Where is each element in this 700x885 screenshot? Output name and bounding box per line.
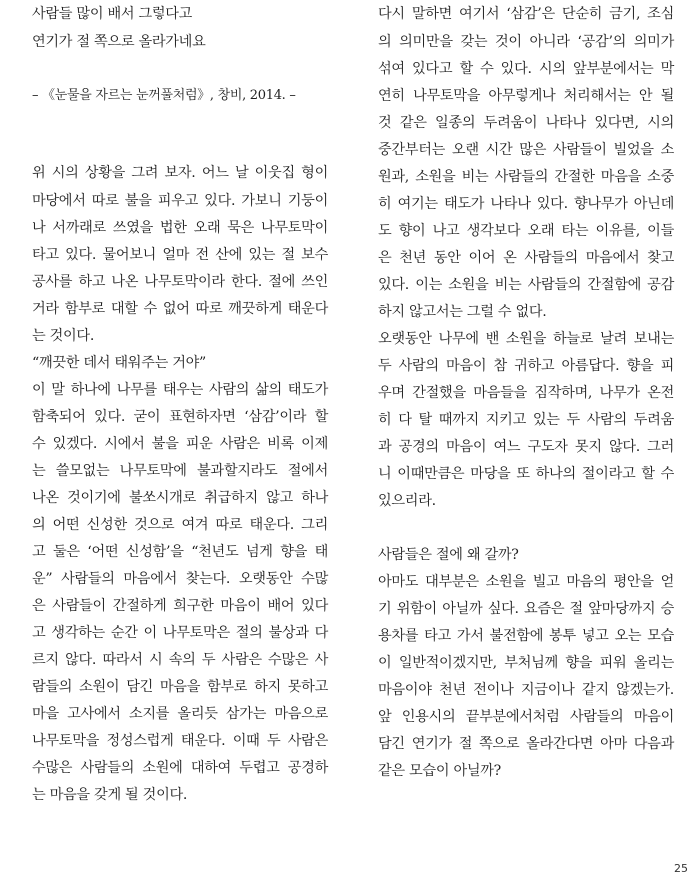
body-line: 고 둘은 ‘어떤 신성함’을 “천년도 넘게 향을 태 xyxy=(32,544,328,560)
body-line: 마을 고사에서 소지를 올리듯 삼가는 마음으로 xyxy=(32,706,328,722)
body-line: 는 쓸모없는 나무토막에 불과할지라도 절에서 xyxy=(32,463,328,479)
body-line: 오랫동안 나무에 밴 소원을 하늘로 날려 보내는 xyxy=(378,331,674,347)
body-line: 하지 않고서는 그럴 수 없다. xyxy=(378,304,547,320)
body-line: 앞 인용시의 끝부분에서처럼 사람들의 마음이 xyxy=(378,709,674,725)
body-line: 같은 모습이 아닐까? xyxy=(378,763,501,779)
body-line: 위 시의 상황을 그려 보자. 어느 날 이웃집 형이 xyxy=(32,165,328,181)
body-line: 이 말 하나에 나무를 태우는 사람의 삶의 태도가 xyxy=(32,382,328,398)
body-line: 있으리라. xyxy=(378,493,436,509)
body-line: 나온 것이기에 불쏘시개로 취급하지 않고 하나 xyxy=(32,490,328,506)
body-line: 담긴 연기가 절 쪽으로 올라간다면 아마 다음과 xyxy=(378,736,674,752)
body-line: 섞여 있다고 할 수 있다. 시의 앞부분에서는 막 xyxy=(378,61,674,77)
body-line: 두 사람의 마음이 참 귀하고 아름답다. 향을 피 xyxy=(378,358,674,374)
body-line: 기 위함이 아닐까 싶다. 요즘은 절 앞마당까지 승 xyxy=(378,601,674,617)
body-line: 람들의 소원이 담긴 마음을 함부로 하지 못하고 xyxy=(32,679,328,695)
body-line: 원과, 소원을 비는 사람들의 간절한 마음을 소중 xyxy=(378,169,674,185)
poem-line: 연기가 절 쪽으로 올라가네요 xyxy=(32,34,206,50)
body-line: 거라 함부로 대할 수 없어 따로 깨끗하게 태운다 xyxy=(32,301,328,317)
body-line: 함축되어 있다. 굳이 표현하자면 ‘삼감’이라 할 xyxy=(32,409,328,425)
body-line: 것 같은 일종의 두려움이 나타나 있다면, 시의 xyxy=(378,115,674,131)
body-line: 고 생각하는 순간 이 나무토막은 절의 불상과 다 xyxy=(32,625,328,641)
body-line: 연히 나무토막을 아무렇게나 처리해서는 안 될 xyxy=(378,88,674,104)
body-line: 마음이야 천년 전이나 지금이나 같지 않겠는가. xyxy=(378,682,674,698)
poem-line: 사람들 많이 배서 그렇다고 xyxy=(32,6,193,22)
body-line: 있다. 이는 소원을 비는 사람들의 간절함에 공감 xyxy=(378,277,674,293)
body-line: 나무토막을 정성스럽게 태운다. 이때 두 사람은 xyxy=(32,733,328,749)
body-line: 아마도 대부분은 소원을 빌고 마음의 평안을 얻 xyxy=(378,574,674,590)
quoted-speech: “깨끗한 데서 태워주는 거야” xyxy=(32,355,206,371)
body-line: 다시 말하면 여기서 ‘삼감’은 단순히 금기, 조심 xyxy=(378,6,674,22)
body-line: 히 다 탈 때까지 지키고 있는 두 사람의 두려움 xyxy=(378,412,674,428)
body-line: 은 사람들이 간절하게 희구한 마음이 배어 있다 xyxy=(32,598,328,614)
body-line: 타고 있다. 물어보니 얼마 전 산에 있는 절 보수 xyxy=(32,247,328,263)
body-line: 과 공경의 마음이 여느 구도자 못지 않다. 그러 xyxy=(378,439,674,455)
body-line: 중간부터는 오랜 시간 많은 사람들이 빌었을 소 xyxy=(378,142,674,158)
body-line: 나 서까래로 쓰였을 법한 오래 묵은 나무토막이 xyxy=(32,220,328,236)
body-line: 르지 않다. 따라서 시 속의 두 사람은 수많은 사 xyxy=(32,652,328,668)
page-number: 25 xyxy=(674,862,688,875)
body-line: 마당에서 따로 불을 피우고 있다. 가보니 기둥이 xyxy=(32,193,328,209)
body-line: 는 것이다. xyxy=(32,328,95,344)
section-question: 사람들은 절에 왜 갈까? xyxy=(378,547,519,563)
body-line: 도 향이 나고 생각보다 오래 타는 이유를, 이들 xyxy=(378,223,674,239)
body-line: 의 어떤 신성한 것으로 여겨 따로 태운다. 그리 xyxy=(32,517,328,533)
body-line: 는 마음을 갖게 될 것이다. xyxy=(32,787,188,803)
body-line: 공사를 하고 나온 나무토막이라 한다. 절에 쓰인 xyxy=(32,274,328,290)
body-line: 용차를 타고 가서 불전함에 봉투 넣고 오는 모습 xyxy=(378,628,674,644)
body-line: 운” 사람들의 마음에서 찾는다. 오랫동안 수많 xyxy=(32,571,328,587)
body-line: 은 천년 동안 이어 온 사람들의 마음에서 찾고 xyxy=(378,250,674,266)
body-line: 우며 간절했을 마음들을 짐작하며, 나무가 온전 xyxy=(378,385,674,401)
body-line: 수많은 사람들의 소원에 대하여 두렵고 공경하 xyxy=(32,760,328,776)
body-line: 의 의미만을 갖는 것이 아니라 ‘공감’의 의미가 xyxy=(378,34,674,50)
body-line: 니 이때만큼은 마당을 또 하나의 절이라고 할 수 xyxy=(378,466,674,482)
poem-source: – 《눈물을 자르는 눈꺼풀처럼》, 창비, 2014. – xyxy=(32,88,296,103)
body-line: 이 일반적이겠지만, 부처님께 향을 피워 올리는 xyxy=(378,655,674,671)
body-line: 수 있겠다. 시에서 불을 피운 사람은 비록 이제 xyxy=(32,436,328,452)
body-line: 히 여기는 태도가 나타나 있다. 향나무가 아닌데 xyxy=(378,196,674,212)
